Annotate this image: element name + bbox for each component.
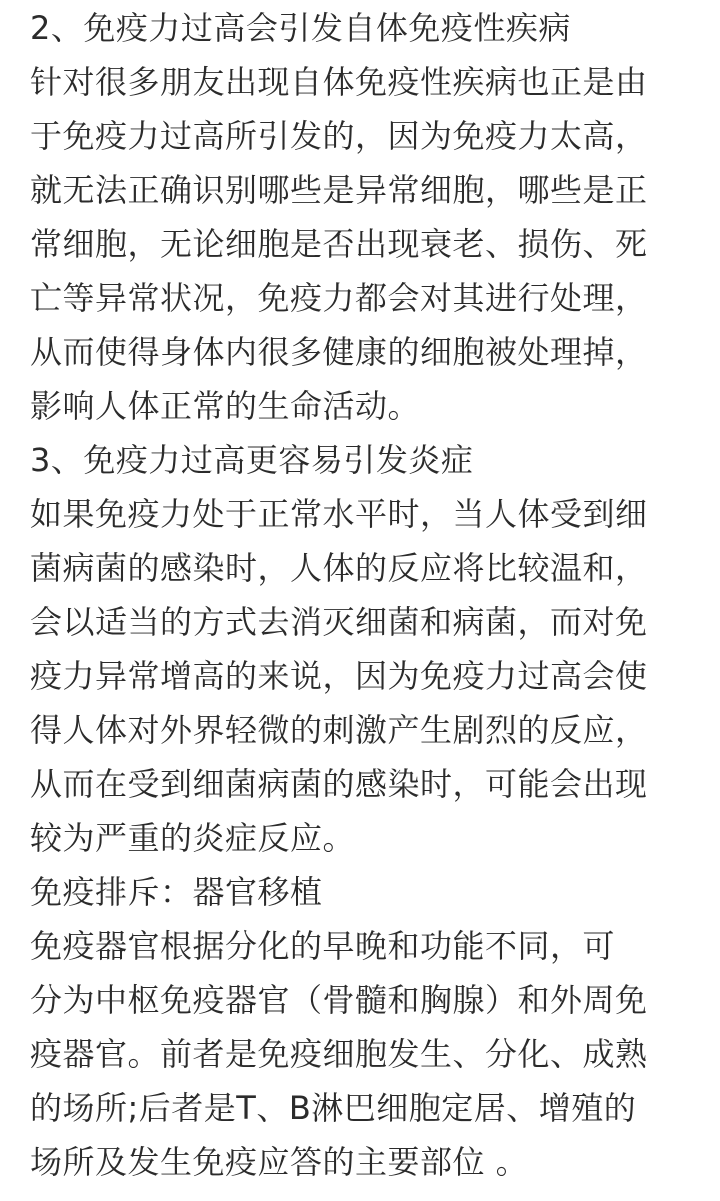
text-line: 亡等异常状况，免疫力都会对其进行处理， [30, 279, 648, 317]
text-line: 从而使得身体内很多健康的细胞被处理掉， [30, 333, 648, 371]
text-line: 2、免疫力过高会引发自体免疫性疾病 [30, 9, 571, 47]
text-line: 较为严重的炎症反应。 [30, 819, 356, 857]
text-line: 菌病菌的感染时，人体的反应将比较温和， [30, 549, 648, 587]
text-line: 于免疫力过高所引发的，因为免疫力太高， [30, 117, 648, 155]
section-heading: 3、免疫力过高更容易引发炎症 [30, 441, 474, 479]
text-line: 如果免疫力处于正常水平时，当人体受到细 [30, 495, 648, 533]
text-line: 分为中枢免疫器官（骨髓和胸腺）和外周免 [30, 981, 648, 1019]
text-line: 针对很多朋友出现自体免疫性疾病也正是由 [30, 63, 648, 101]
text-line: 会以适当的方式去消灭细菌和病菌，而对免 [30, 603, 648, 641]
text-line: 的场所;后者是T、B淋巴细胞定居、增殖的 [30, 1089, 637, 1127]
text-line: 得人体对外界轻微的刺激产生剧烈的反应， [30, 711, 648, 749]
text-line: 影响人体正常的生命活动。 [30, 387, 421, 425]
text-line: 疫力异常增高的来说，因为免疫力过高会使 [30, 657, 648, 695]
section-heading: 免疫排斥：器官移植 [30, 873, 323, 911]
text-line: 场所及发生免疫应答的主要部位 。 [30, 1143, 529, 1181]
text-line: 免疫器官根据分化的早晚和功能不同，可 [30, 927, 616, 965]
text-line: 就无法正确识别哪些是异常细胞，哪些是正 [30, 171, 648, 209]
text-line: 从而在受到细菌病菌的感染时，可能会出现 [30, 765, 648, 803]
text-line: 疫器官。前者是免疫细胞发生、分化、成熟 [30, 1035, 648, 1073]
text-line: 常细胞，无论细胞是否出现衰老、损伤、死 [30, 225, 648, 263]
